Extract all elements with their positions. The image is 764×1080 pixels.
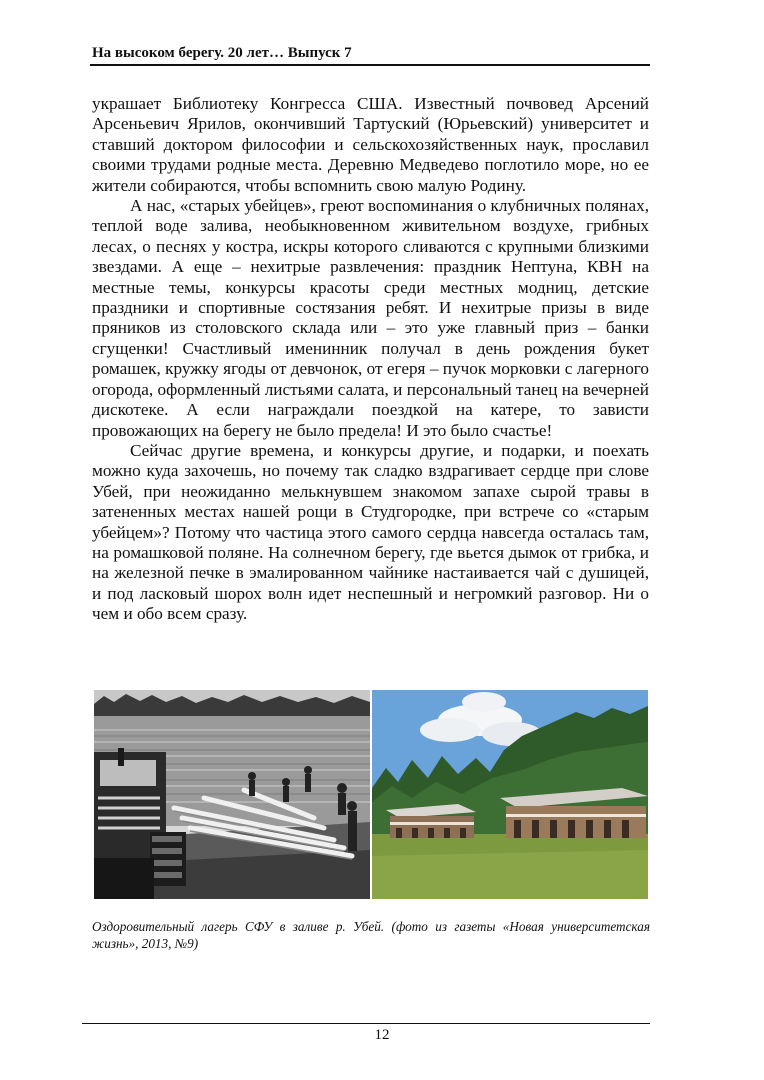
paragraph-3: Сейчас другие времена, и конкурсы другие, и подарки, и поехать можно куда захочешь, но почему так сладко вздрагивает сердце при слове Убей, при неожиданно мелькнувшем знакомом запахе сырой травы в затененных местах нашей рощи в Студгородке, при встрече со «старым убейцем»? Потому что частица этого самого сердца навсегда осталась там, на ромашковой поляне. На солнечном берегу, где вьется дымок от грибка, и на железной печке в эмалированном чайнике настаивается чай с душицей, и под ласковый шорох волн идет неспешный и негромкий разговор. Ни о чем и обо всем сразу. bbox=[92, 440, 649, 624]
running-header: На высоком берегу. 20 лет… Выпуск 7 bbox=[92, 45, 352, 61]
photo-camp-buildings bbox=[372, 690, 648, 899]
paragraph-1: украшает Библиотеку Конгресса США. Известный почвовед Арсений Арсеньевич Ярилов, окончивший Тартуский (Юрьевский) университет и ставший доктором философии и сельскохозяйственных наук, прославил своими трудами родные места. Деревню Медведево поглотило море, но ее жители собираются, чтобы вспомнить свою малую Родину. bbox=[92, 94, 649, 195]
paragraph-2: А нас, «старых убейцев», греют воспоминания о клубничных полянах, теплой воде залива, необыкновенном живительном воздухе, грибных лесах, о песнях у костра, искры которого сливаются с крупными близкими звездами. А еще – нехитрые развлечения: праздник Нептуна, КВН на местные темы, конкурсы красоты среди местных модниц, детские праздники и спортивные состязания ребят. И нехитрые призы в виде пряников из столовского склада или – это уже главный приз – банки сгущенки! Счастливый именинник получал в день рождения букет ромашек, кружку ягоды от девчонок, от егеря – пучок морковки с лагерного огорода, оформленный листьями салата, и персональный танец на вечерней дискотеке. А если награждали поездкой на катере, то зависти провожающих на берегу не было предела! И это было счастье! bbox=[92, 196, 649, 440]
body-text bbox=[92, 94, 649, 625]
page-number: 12 bbox=[374, 1027, 390, 1043]
photo-caption: Оздоровительный лагерь СФУ в заливе р. Убей. (фото из газеты «Новая университетская жизнь», 2013, №9) bbox=[92, 919, 650, 951]
photo-figure bbox=[94, 690, 648, 899]
header-divider bbox=[90, 64, 650, 66]
photo-truck-logs bbox=[94, 690, 370, 899]
footer-divider bbox=[82, 1023, 650, 1024]
